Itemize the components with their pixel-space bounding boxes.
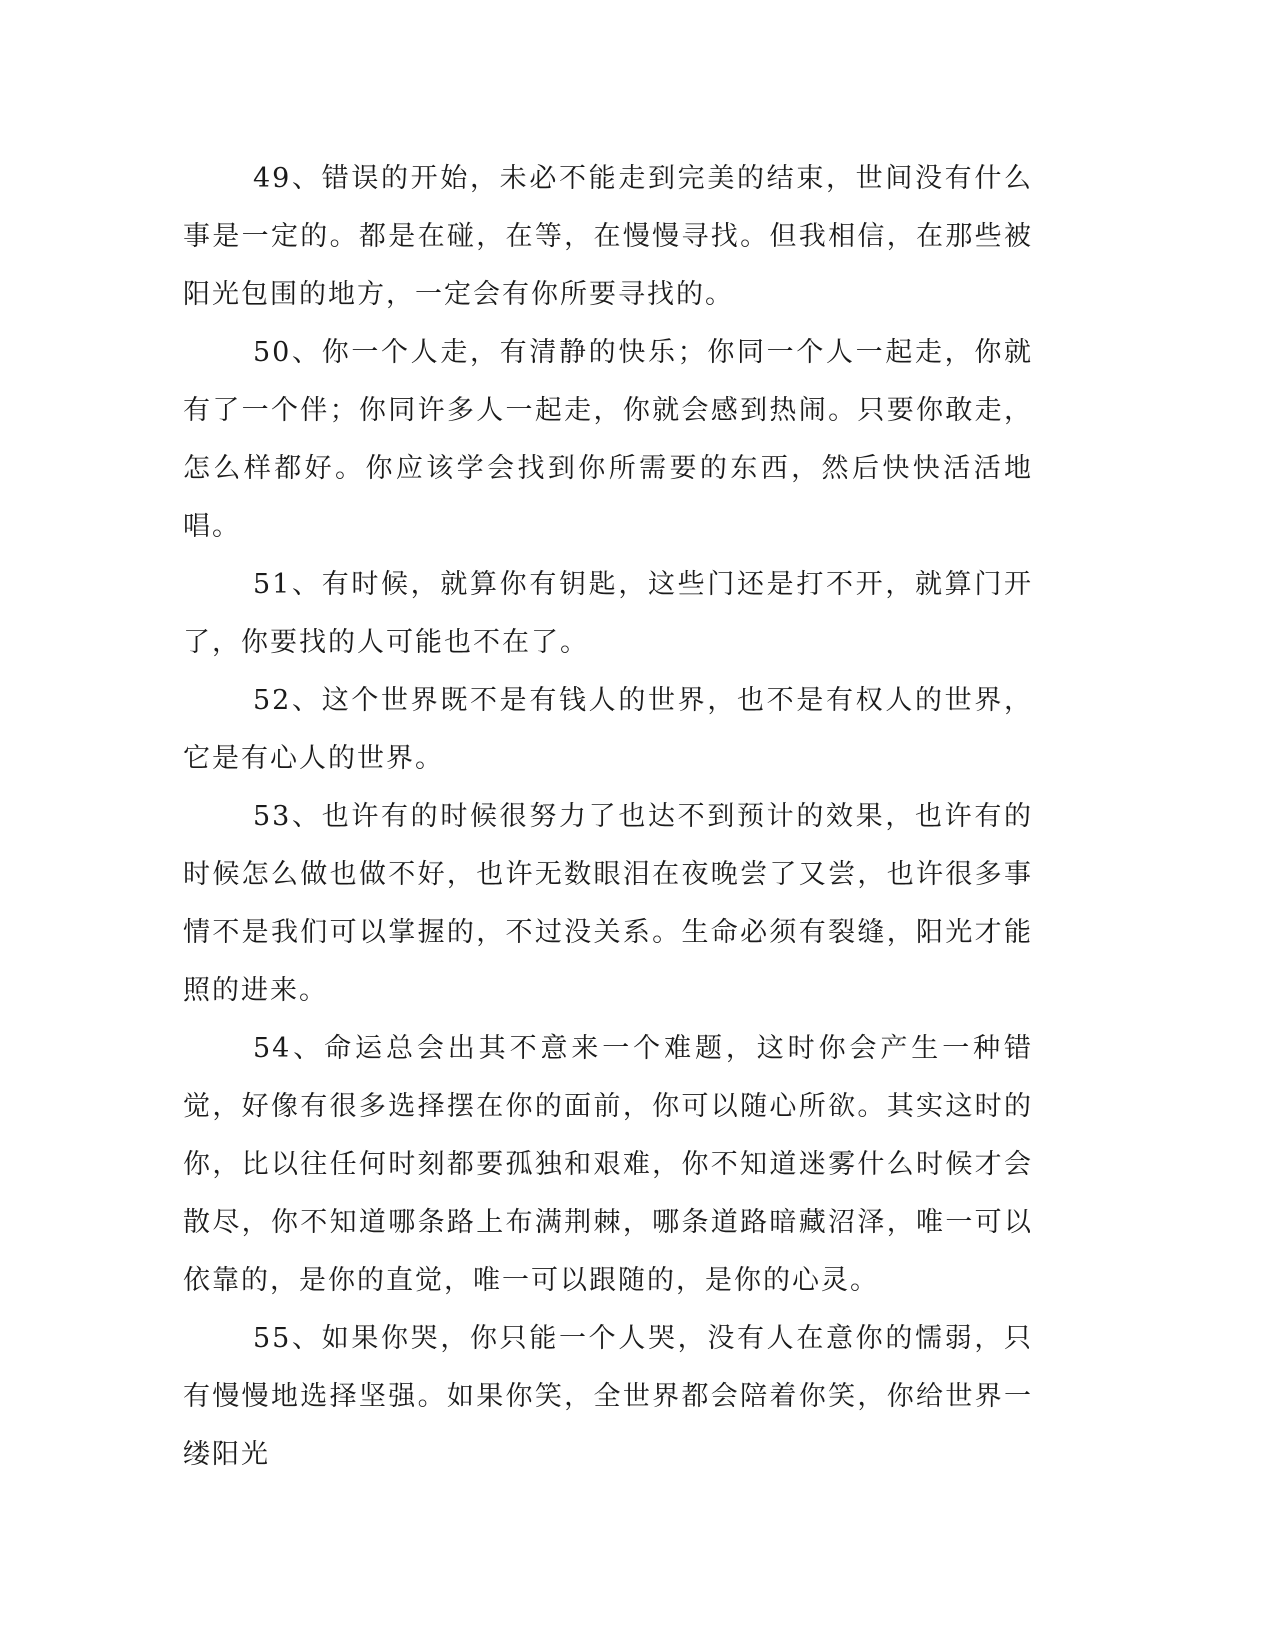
paragraph-50: 50、你一个人走，有清静的快乐；你同一个人一起走，你就有了一个伴；你同许多人一起走，你就会感到热闹。只要你敢走，怎么样都好。你应该学会找到你所需要的东西，然后快快活活地唱。 bbox=[183, 337, 1033, 542]
paragraph-52: 52、这个世界既不是有钱人的世界，也不是有权人的世界，它是有心人的世界。 bbox=[183, 685, 1033, 774]
paragraph-49: 49、错误的开始，未必不能走到完美的结束，世间没有什么事是一定的。都是在碰，在等，在慢慢寻找。但我相信，在那些被阳光包围的地方，一定会有你所要寻找的。 bbox=[183, 163, 1033, 310]
paragraph-51: 51、有时候，就算你有钥匙，这些门还是打不开，就算门开了，你要找的人可能也不在了。 bbox=[183, 569, 1033, 658]
paragraph-53: 53、也许有的时候很努力了也达不到预计的效果，也许有的时候怎么做也做不好，也许无数眼泪在夜晚尝了又尝，也许很多事情不是我们可以掌握的，不过没关系。生命必须有裂缝，阳光才能照的进来。 bbox=[183, 801, 1033, 1006]
paragraph-54: 54、命运总会出其不意来一个难题，这时你会产生一种错觉，好像有很多选择摆在你的面前，你可以随心所欲。其实这时的你，比以往任何时刻都要孤独和艰难，你不知道迷雾什么时候才会散尽，你不知道哪条路上布满荆棘，哪条道路暗藏沼泽，唯一可以依靠的，是你的直觉，唯一可以跟随的，是你的心灵。 bbox=[183, 1033, 1033, 1296]
document-body bbox=[183, 150, 1033, 1484]
paragraph-55: 55、如果你哭，你只能一个人哭，没有人在意你的懦弱，只有慢慢地选择坚强。如果你笑，全世界都会陪着你笑，你给世界一缕阳光 bbox=[183, 1323, 1033, 1470]
